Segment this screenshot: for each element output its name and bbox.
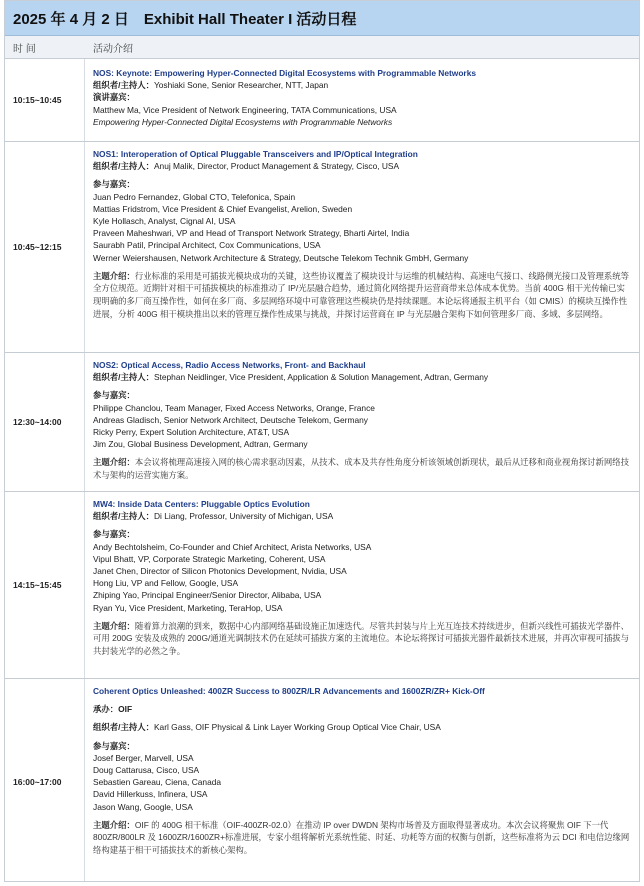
intro-text: OIF 的 400G 相干标准（OIF-400ZR-02.0）在推动 IP over DWDN 架构市场普及方面取得显著成功。本次会议将聚焦 OIF 下一代 800ZR/800LR 及 1600ZR/1600ZR+标准进展，专家小组将解析光系统性能、时延、功耗等方面的权衡与创新，这些标准将为云 DCI 和电信边缘网络构建基于相干可插拔技术的新核心架构。 bbox=[93, 819, 630, 856]
table-row bbox=[5, 353, 639, 492]
guest-item: Hong Liu, VP and Fellow, Google, USA bbox=[93, 578, 239, 589]
guest-item: Doug Cattarusa, Cisco, USA bbox=[93, 765, 200, 776]
guest-item: Janet Chen, Director of Silicon Photonics Development, Nvidia, USA bbox=[93, 566, 347, 577]
guest-item: Andreas Gladisch, Senior Network Architect, Deutsche Telekom, Germany bbox=[93, 414, 368, 425]
guests-label: 演讲嘉宾： bbox=[93, 92, 135, 103]
guest-item: Josef Berger, Marvell, USA bbox=[93, 752, 194, 763]
guest-item: Werner Weiershausen, Network Architecture & Strategy, Deutsche Telekom Technik GmbH, Germany bbox=[93, 252, 469, 263]
session-details bbox=[85, 679, 639, 882]
table-row bbox=[5, 679, 639, 882]
session-title[interactable]: NOS1: Interoperation of Optical Pluggable Transceivers and IP/Optical Integration bbox=[93, 149, 418, 159]
guest-item: Ricky Perry, Expert Solution Architecture, AT&T, USA bbox=[93, 427, 290, 438]
time-column-header: 时 间 bbox=[13, 43, 36, 55]
session-title[interactable]: NOS2: Optical Access, Radio Access Networks, Front- and Backhaul bbox=[93, 360, 366, 370]
intro-label: 主题介绍： bbox=[93, 270, 135, 281]
guest-item: Philippe Chanclou, Team Manager, Fixed Access Networks, Orange, France bbox=[93, 402, 375, 413]
guest-item: Sebastien Gareau, Ciena, Canada bbox=[93, 777, 222, 788]
intro-label: 主题介绍： bbox=[93, 620, 135, 631]
guest-item: Jason Wang, Google, USA bbox=[93, 801, 193, 812]
guest-item: Jim Zou, Global Business Development, Adtran, Germany bbox=[93, 439, 308, 450]
intro-text: 随着算力浪潮的到来，数据中心内部网络基础设施正加速迭代。尽管共封装与片上光互连技术持续进步，但新兴线性可插拔光学器件、可用 200G 安装及成熟的 200G/通道光调制技术仍在延续可插拔方案的主流地位。本论坛将探讨可插拔光器件最新技术进展，并再次审视可插拔与共封装光学的必然之争。 bbox=[93, 620, 630, 657]
organizer: Anuj Malik, Director, Product Management & Strategy, Cisco, USA bbox=[153, 161, 400, 172]
session-details bbox=[85, 353, 639, 491]
intro-column-header: 活动介绍 bbox=[93, 43, 133, 55]
organizer-label: 组织者/主持人： bbox=[93, 161, 154, 172]
guest-item: David Hillerkuss, Infinera, USA bbox=[93, 789, 208, 800]
organizer: Di Liang, Professor, University of Michigan, USA bbox=[153, 511, 334, 522]
session-time: 10:15~10:45 bbox=[5, 59, 85, 141]
guest-item: Praveen Maheshwari, VP and Head of Transport Network Strategy, Bharti Airtel, India bbox=[93, 228, 410, 239]
session-title[interactable]: NOS: Keynote: Empowering Hyper-Connected Digital Ecosystems with Programmable Networks bbox=[93, 68, 477, 78]
table-header bbox=[5, 36, 639, 59]
page-title: 2025 年 4 月 2 日 Exhibit Hall Theater I 活动日程 bbox=[5, 1, 639, 36]
guest-item: Andy Bechtolsheim, Co-Founder and Chief Architect, Arista Networks, USA bbox=[93, 541, 372, 552]
guests-label: 参与嘉宾： bbox=[93, 390, 135, 401]
keynote-title: Empowering Hyper-Connected Digital Ecosystems with Programmable Networks bbox=[93, 116, 393, 127]
guests-label: 参与嘉宾： bbox=[93, 179, 135, 190]
session-time: 14:15~15:45 bbox=[5, 492, 85, 678]
intro-label: 主题介绍： bbox=[93, 819, 135, 830]
organizer: Yoshiaki Sone, Senior Researcher, NTT, Japan bbox=[153, 80, 329, 91]
session-time: 10:45~12:15 bbox=[5, 142, 85, 352]
session-title[interactable]: Coherent Optics Unleashed: 400ZR Success to 800ZR/LR Advancements and 1600ZR/ZR+ Kick-Off bbox=[93, 686, 485, 696]
guest-item: Zhiping Yao, Principal Engineer/Senior Director, Alibaba, USA bbox=[93, 590, 322, 601]
organizer-label: 组织者/主持人： bbox=[93, 372, 154, 383]
session-details bbox=[85, 142, 639, 352]
session-details bbox=[85, 59, 639, 141]
organizer: Karl Gass, OIF Physical & Link Layer Working Group Optical Vice Chair, USA bbox=[153, 722, 441, 733]
session-time: 12:30~14:00 bbox=[5, 353, 85, 491]
session-details bbox=[85, 492, 639, 678]
table-row bbox=[5, 59, 639, 142]
host-label: 承办： bbox=[93, 704, 119, 715]
schedule-page bbox=[4, 0, 640, 882]
table-row bbox=[5, 142, 639, 353]
topic-intro bbox=[93, 819, 631, 857]
guests-label: 参与嘉宾： bbox=[93, 740, 135, 751]
organizer: Stephan Neidlinger, Vice President, Application & Solution Management, Adtran, Germany bbox=[153, 372, 489, 383]
topic-intro bbox=[93, 270, 631, 320]
guest-item: Juan Pedro Fernandez, Global CTO, Telefonica, Spain bbox=[93, 191, 296, 202]
topic-intro bbox=[93, 456, 631, 481]
organizer-label: 组织者/主持人： bbox=[93, 722, 154, 733]
guest-item: Ryan Yu, Vice President, Marketing, TeraHop, USA bbox=[93, 602, 283, 613]
organizer-label: 组织者/主持人： bbox=[93, 511, 154, 522]
host: OIF bbox=[118, 704, 133, 715]
guest-item: Kyle Hollasch, Analyst, Cignal AI, USA bbox=[93, 216, 236, 227]
guest-item: Saurabh Patil, Principal Architect, Cox Communications, USA bbox=[93, 240, 321, 251]
table-row bbox=[5, 492, 639, 679]
session-title[interactable]: MW4: Inside Data Centers: Pluggable Optics Evolution bbox=[93, 499, 310, 509]
guest-item: Mattias Fridstrom, Vice President & Chief Evangelist, Arelion, Sweden bbox=[93, 203, 353, 214]
guest-item: Vipul Bhatt, VP, Corporate Strategic Marketing, Coherent, USA bbox=[93, 553, 326, 564]
topic-intro bbox=[93, 620, 631, 658]
session-time: 16:00~17:00 bbox=[5, 679, 85, 882]
organizer-label: 组织者/主持人： bbox=[93, 80, 154, 91]
intro-label: 主题介绍： bbox=[93, 457, 135, 468]
guest-item: Matthew Ma, Vice President of Network Engineering, TATA Communications, USA bbox=[93, 104, 397, 115]
intro-text: 行业标准的采用是可插拔光模块成功的关键，这些协议覆盖了模块设计与运维的机械结构、高速电气接口、线路侧光接口及管理系统等全方位规范。近期针对相干可插拔模块的标准推动了 IP/光层融合趋势，通过简化网络提升运营商带来总体成本优势。当前 400G 相干光传输已实现明确的多厂商互操作性，如何在多厂商、多层网络环境中可靠管理这些模块仍是持续课题。本论坛将通报主机平台（如 CMIS）的模块互操作性进展，分析 400G 相干模块推出以来的管理互操作性成果与挑战，并探讨运营商在 IP 与光层融合架构下如何管理多厂商、多域、多层网络。 bbox=[93, 270, 629, 319]
guests-label: 参与嘉宾： bbox=[93, 529, 135, 540]
intro-text: 本会议将梳理高速接入网的核心需求驱动因素，从技术、成本及共存性角度分析该领域创新现状，最后从迁移和商业视角探讨新网络技术与架构的运营实施方案。 bbox=[93, 457, 629, 481]
